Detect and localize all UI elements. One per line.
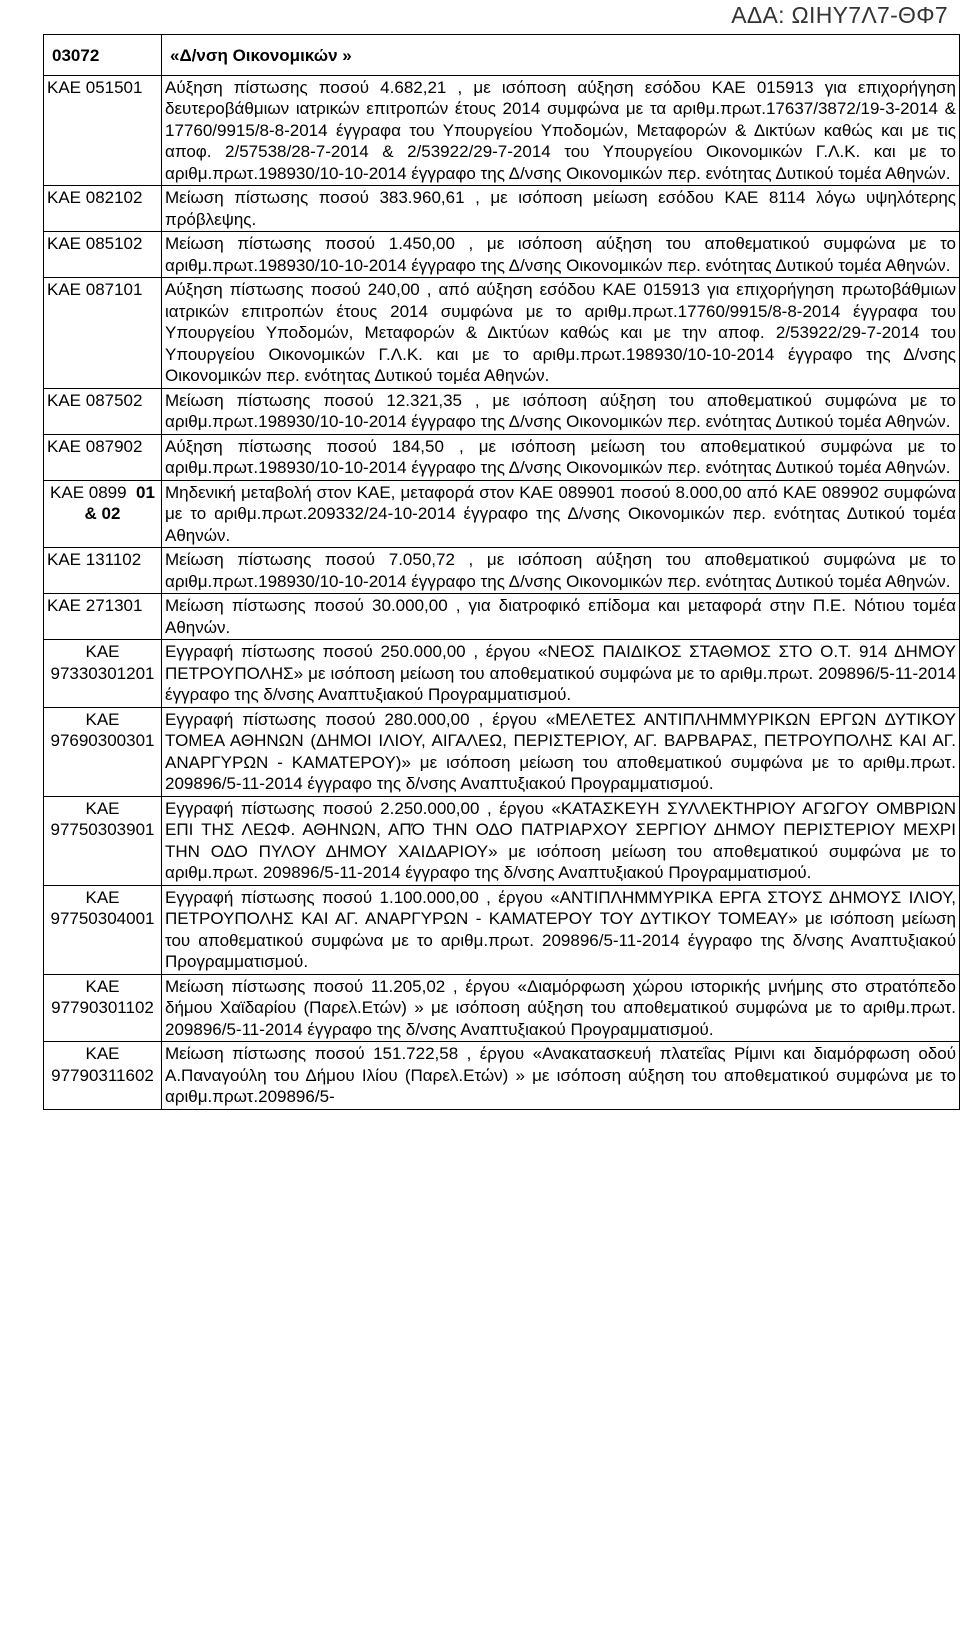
kae-code-continued: 97690300301 — [50, 731, 155, 750]
table-row — [44, 278, 960, 389]
kae-code: ΚΑΕ — [85, 976, 120, 996]
header-title: «Δ/νση Οικονομικών » — [162, 35, 960, 76]
kae-code: ΚΑΕ 271301 — [47, 596, 143, 615]
table-row — [44, 594, 960, 640]
kae-code: ΚΑΕ — [85, 887, 120, 907]
kae-code-cell — [44, 1042, 162, 1110]
kae-code: ΚΑΕ 087902 — [47, 436, 143, 456]
table-row — [44, 707, 960, 796]
kae-code-cell — [44, 232, 162, 278]
kae-description: Μείωση πίστωσης ποσού 30.000,00 , για διατροφικό επίδομα και μεταφορά στην Π.Ε. Νότιου τομέα Αθηνών. — [162, 594, 960, 640]
header-code: 03072 — [44, 35, 162, 76]
table-row — [44, 885, 960, 974]
kae-description: Μείωση πίστωσης ποσού 151.722,58 , έργου «Ανακατασκευή πλατεΐας Ρίμινι και διαμόρφωση οδού Α.Παναγούλη του Δήμου Ιλίου (Παρελ.Ετών) » με ισόποση αύξηση του αποθεματικού συμφώνα με το αριθμ.πρωτ.209896/5- — [162, 1042, 960, 1110]
table-row — [44, 974, 960, 1042]
kae-code: ΚΑΕ 087101 — [47, 280, 143, 299]
kae-description: Εγγραφή πίστωσης ποσού 250.000,00 , έργου «ΝΕΟΣ ΠΑΙΔΙΚΟΣ ΣΤΑΘΜΟΣ ΣΤΟ Ο.Τ. 914 ΔΗΜΟΥ ΠΕΤΡΟΥΠΟΛΗΣ» με ισόποση μείωση του αποθεματικού συμφώνα με το αριθμ.πρωτ. 209896/5-11-2014 έγγραφο της δ/νσης Αναπτυξιακού Προγραμματισμού. — [162, 640, 960, 708]
table-header-row — [44, 35, 960, 76]
kae-code: ΚΑΕ 085102 — [47, 234, 143, 253]
kae-description: Μείωση πίστωσης ποσού 7.050,72 , με ισόποση αύξηση του αποθεματικού συμφώνα με το αριθμ.πρωτ.198930/10-10-2014 έγγραφο της Δ/νσης Οικονομικών περ. ενότητας Δυτικού τομέα Αθηνών. — [162, 548, 960, 594]
kae-code-cell — [44, 548, 162, 594]
kae-code-cell — [44, 434, 162, 480]
kae-description: Αύξηση πίστωσης ποσού 240,00 , από αύξηση εσόδου ΚΑΕ 015913 για επιχορήγηση πρωτοβάθμιων ιατρικών επιτροπών έτους 2014 συμφώνα με το αριθμ.πρωτ.17760/9915/8-8-2014 έγγραφα του Υπουργείου Υποδομών, Μεταφορών & Δικτύων καθώς και με την αποφ. 2/53922/29-7-2014 του Υπουργείου Οικονομικών Γ.Λ.Κ. και με το αριθμ.πρωτ.198930/10-10-2014 έγγραφο της Δ/νσης Οικονομικών περ. ενότητας Δυτικού τομέα Αθηνών. — [162, 278, 960, 389]
kae-code-continued: & 02 — [84, 504, 121, 523]
kae-code: ΚΑΕ — [85, 642, 120, 661]
kae-code-continued: 97790301102 — [51, 998, 154, 1017]
kae-description: Αύξηση πίστωσης ποσού 4.682,21 , με ισόποση αύξηση εσόδου ΚΑΕ 015913 για επιχορήγηση δευτεροβάθμιων ιατρικών επιτροπών έτους 2014 συμφώνα με τα αριθμ.πρωτ.17637/3872/19-3-2014 & 17760/9915/8-8-2014 έγγραφα του Υπουργείου Υποδομών, Μεταφορών & Δικτύων καθώς και με τις αποφ. 2/57538/28-7-2014 & 2/53922/29-7-2014 του Υπουργείου Οικονομικών Γ.Λ.Κ. και με το αριθμ.πρωτ.198930/10-10-2014 έγγραφο της Δ/νσης Οικονομικών περ. ενότητας Δυτικού τομέα Αθηνών. — [162, 75, 960, 186]
kae-code: ΚΑΕ — [85, 1044, 120, 1063]
kae-code-cell — [44, 640, 162, 708]
table-row — [44, 548, 960, 594]
kae-code-cell — [44, 707, 162, 796]
kae-description: Μείωση πίστωσης ποσού 11.205,02 , έργου «Διαμόρφωση χώρου ιστορικής μνήμης στο στρατόπεδο δήμου Χαϊδαρίου (Παρελ.Ετών) » με ισόποση αύξηση του αποθεματικού συμφώνα με το αριθμ.πρωτ. 209896/5-11-2014 έγγραφο της δ/νσης Αναπτυξιακού Προγραμματισμού. — [162, 974, 960, 1042]
kae-description: Εγγραφή πίστωσης ποσού 2.250.000,00 , έργου «ΚΑΤΑΣΚΕΥΗ ΣΥΛΛΕΚΤΗΡΙΟΥ ΑΓΩΓΟΥ ΟΜΒΡΙΩΝ ΕΠΙ ΤΗΣ ΛΕΩΦ. ΑΘΗΝΩΝ, ΑΠΌ ΤΗΝ ΟΔΟ ΠΑΤΡΙΑΡΧΟΥ ΣΕΡΓΙΟΥ ΔΗΜΟΥ ΠΕΡΙΣΤΕΡΙΟΥ ΜΕΧΡΙ ΤΗΝ ΟΔΟ ΠΥΛΟΥ ΔΗΜΟΥ ΧΑΙΔΑΡΙΟΥ» με ισόποση μείωση του αποθεματικού συμφώνα με το αριθμ.πρωτ. 209896/5-11-2014 έγγραφο της δ/νσης Αναπτυξιακού Προγραμματισμού. — [162, 796, 960, 885]
kae-description: Μηδενική μεταβολή στον ΚΑΕ, μεταφορά στον ΚΑΕ 089901 ποσού 8.000,00 από ΚΑΕ 089902 συμφώνα με το αριθμ.πρωτ.209332/24-10-2014 έγγραφο της Δ/νσης Οικονομικών περ. ενότητας Δυτικού τομέα Αθηνών. — [162, 480, 960, 548]
kae-code-cell — [44, 278, 162, 389]
kae-code: ΚΑΕ — [85, 798, 120, 818]
table-row — [44, 796, 960, 885]
kae-code-continued: 97750303901 — [50, 820, 155, 839]
table-row — [44, 480, 960, 548]
kae-description: Μείωση πίστωσης ποσού 12.321,35 , με ισόποση αύξηση του αποθεματικού συμφώνα με το αριθμ.πρωτ.198930/10-10-2014 έγγραφο της Δ/νσης Οικονομικών περ. ενότητας Δυτικού τομέα Αθηνών. — [162, 388, 960, 434]
table-row — [44, 75, 960, 186]
budget-table-body — [44, 35, 960, 1110]
kae-code-continued: 97750304001 — [50, 909, 155, 928]
kae-code-continued: 97330301201 — [50, 663, 155, 683]
kae-code-cell — [44, 594, 162, 640]
kae-code-cell — [44, 75, 162, 186]
table-row — [44, 1042, 960, 1110]
table-row — [44, 232, 960, 278]
kae-code: ΚΑΕ — [85, 709, 120, 729]
budget-table — [43, 34, 960, 1110]
kae-code: ΚΑΕ 087502 — [47, 390, 143, 410]
kae-code-cell — [44, 885, 162, 974]
kae-code-cell — [44, 480, 162, 548]
table-row — [44, 434, 960, 480]
kae-code-cell — [44, 186, 162, 232]
kae-code: ΚΑΕ 0899 01 — [50, 482, 155, 502]
ada-code: ΑΔΑ: ΩΙΗΥ7Λ7-ΘΦ7 — [731, 2, 948, 28]
kae-code: ΚΑΕ 051501 — [47, 77, 143, 97]
kae-description: Εγγραφή πίστωσης ποσού 280.000,00 , έργου «ΜΕΛΕΤΕΣ ΑΝΤΙΠΛΗΜΜΥΡΙΚΩΝ ΕΡΓΩΝ ΔΥΤΙΚΟΥ ΤΟΜΕΑ ΑΘΗΝΩΝ (ΔΗΜΟΙ ΙΛΙΟΥ, ΑΙΓΑΛΕΩ, ΠΕΡΙΣΤΕΡΙΟΥ, ΑΓ. ΒΑΡΒΑΡΑΣ, ΠΕΤΡΟΥΠΟΛΗΣ ΚΑΙ ΑΓ. ΑΝΑΡΓΥΡΩΝ - ΚΑΜΑΤΕΡΟΥ)» με ισόποση μείωση του αποθεματικού συμφώνα με το αριθμ.πρωτ. 209896/5-11-2014 έγγραφο της δ/νσης Αναπτυξιακού Προγραμματισμού. — [162, 707, 960, 796]
kae-description: Εγγραφή πίστωσης ποσού 1.100.000,00 , έργου «ΑΝΤΙΠΛΗΜΜΥΡΙΚΑ ΕΡΓΑ ΣΤΟΥΣ ΔΗΜΟΥΣ ΙΛΙΟΥ, ΠΕΤΡΟΥΠΟΛΗΣ ΚΑΙ ΑΓ. ΑΝΑΡΓΥΡΩΝ - ΚΑΜΑΤΕΡΟΥ ΤΟΥ ΔΥΤΙΚΟΥ ΤΟΜΕΑΥ» με ισόποση μείωση του αποθεματικού συμφώνα με το αριθμ.πρωτ. 209896/5-11-2014 έγγραφο της δ/νσης Αναπτυξιακού Προγραμματισμού. — [162, 885, 960, 974]
kae-code-cell — [44, 388, 162, 434]
table-row — [44, 640, 960, 708]
table-row — [44, 388, 960, 434]
kae-code: ΚΑΕ 082102 — [47, 188, 143, 207]
kae-description: Μείωση πίστωσης ποσού 1.450,00 , με ισόποση αύξηση του αποθεματικού συμφώνα με το αριθμ.πρωτ.198930/10-10-2014 έγγραφο της Δ/νσης Οικονομικών περ. ενότητας Δυτικού τομέα Αθηνών. — [162, 232, 960, 278]
table-row — [44, 186, 960, 232]
kae-code: ΚΑΕ 131102 — [47, 550, 142, 569]
kae-description: Μείωση πίστωσης ποσού 383.960,61 , με ισόποση μείωση εσόδου ΚΑΕ 8114 λόγω υψηλότερης πρόβλεψης. — [162, 186, 960, 232]
kae-code-cell — [44, 974, 162, 1042]
kae-code-continued: 97790311602 — [51, 1065, 154, 1085]
kae-description: Αύξηση πίστωσης ποσού 184,50 , με ισόποση μείωση του αποθεματικού συμφώνα με το αριθμ.πρωτ.198930/10-10-2014 έγγραφο της Δ/νσης Οικονομικών περ. ενότητας Δυτικού τομέα Αθηνών. — [162, 434, 960, 480]
kae-code-cell — [44, 796, 162, 885]
